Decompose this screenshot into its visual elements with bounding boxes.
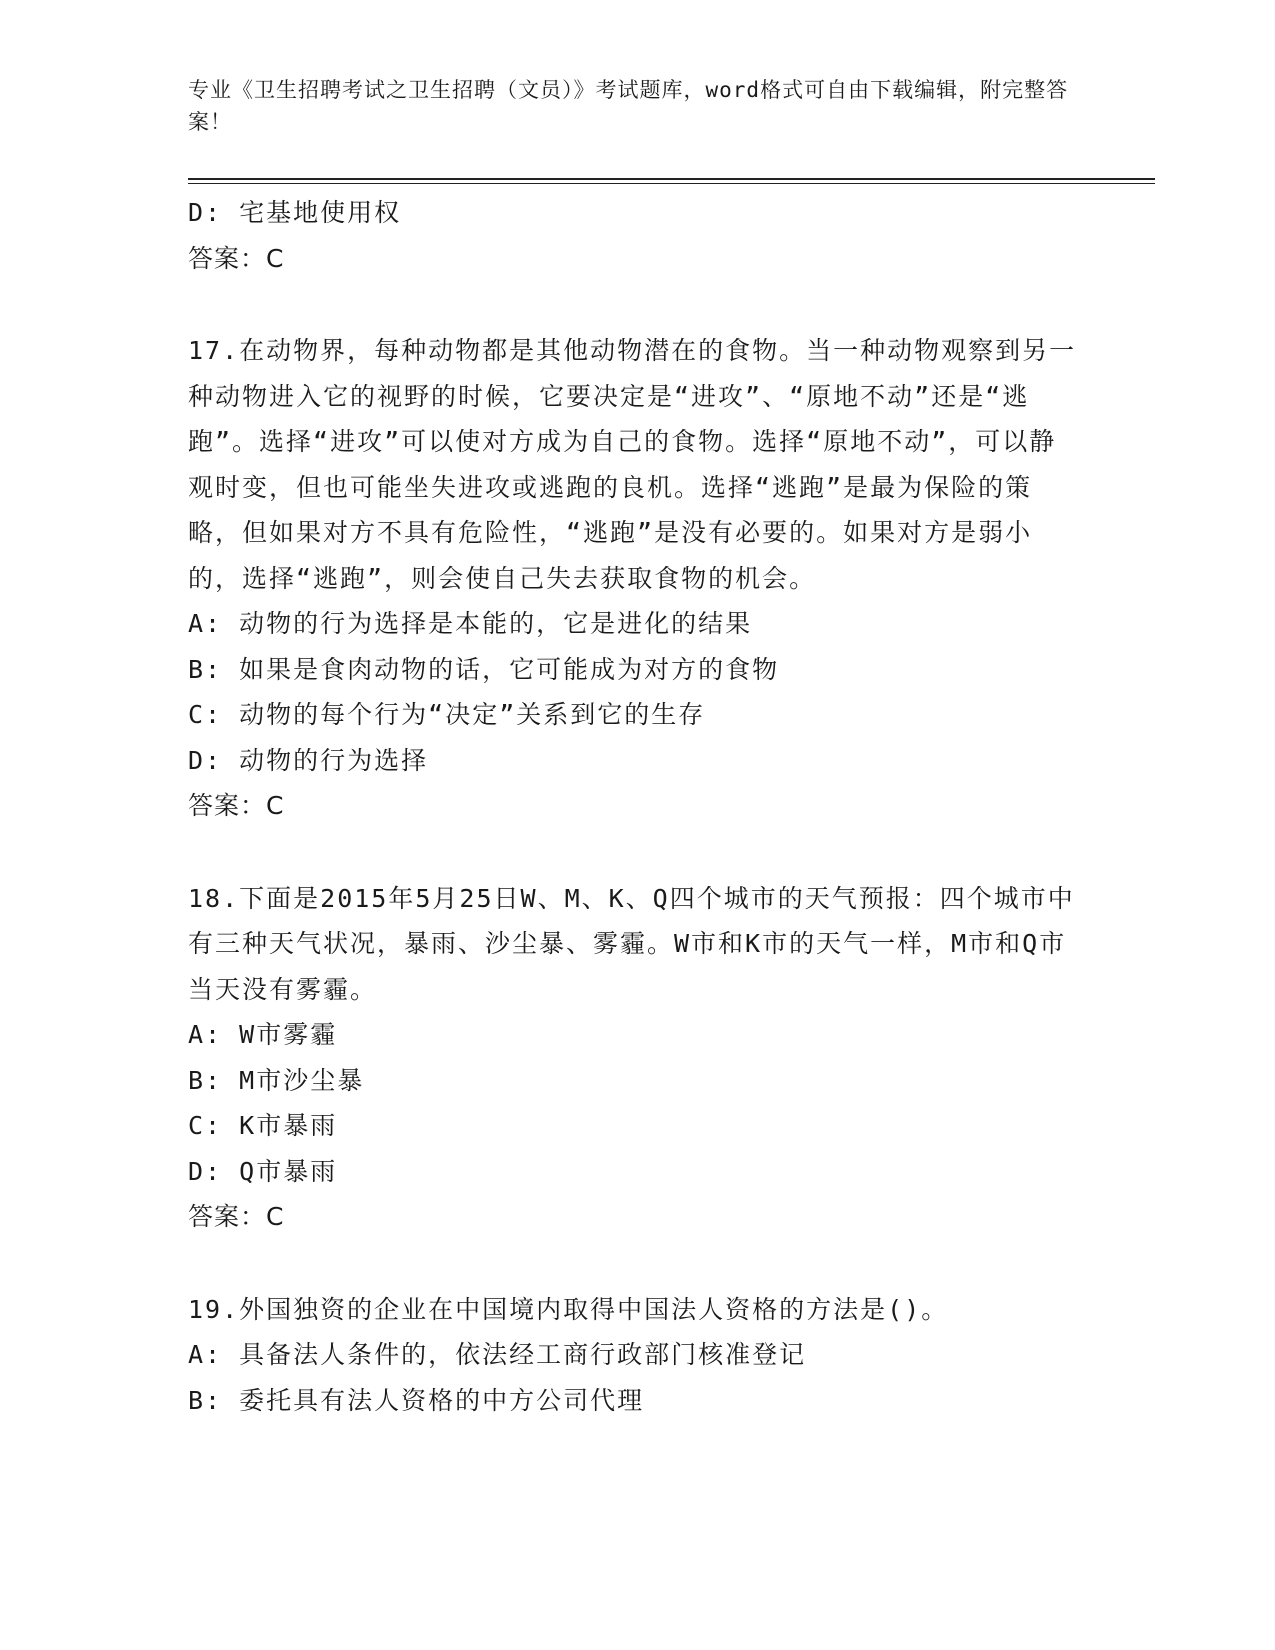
q19-option-a: A: 具备法人条件的，依法经工商行政部门核准登记 [188,1340,807,1369]
q18-stem: 18.下面是2015年5月25日W、M、K、Q四个城市的天气预报：四个城市中有三种天气状况，暴雨、沙尘暴、雾霾。W市和K市的天气一样，M市和Q市当天没有雾霾。 [188,883,1075,1004]
q18-option-c: C: K市暴雨 [188,1111,338,1140]
question-content [188,190,1088,1423]
document-header [188,74,1088,138]
header-text: 专业《卫生招聘考试之卫生招聘（文员）》考试题库，word格式可自由下载编辑，附完整答案！ [188,78,1069,134]
prev-option-d: D: 宅基地使用权 [188,198,402,227]
q18-option-a: A: W市雾霾 [188,1020,338,1049]
q19-option-b: B: 委托具有法人资格的中方公司代理 [188,1385,645,1415]
header-divider-thin [188,183,1155,184]
q18-answer: 答案：C [188,1202,285,1231]
spacer [188,1240,1088,1287]
spacer [188,281,1088,328]
q17-answer: 答案：C [188,791,285,820]
q18-option-b: B: M市沙尘暴 [188,1065,365,1095]
prev-answer: 答案：C [188,243,285,273]
spacer [188,829,1088,876]
q18-option-d: D: Q市暴雨 [188,1156,338,1186]
q17-option-c: C: 动物的每个行为“决定”关系到它的生存 [188,700,706,729]
header-divider-thick [188,178,1155,180]
q17-option-a: A: 动物的行为选择是本能的，它是进化的结果 [188,609,753,638]
q17-option-d: D: 动物的行为选择 [188,745,429,775]
q17-option-b: B: 如果是食肉动物的话，它可能成为对方的食物 [188,654,780,684]
q19-stem: 19.外国独资的企业在中国境内取得中国法人资格的方法是()。 [188,1294,949,1324]
q17-stem: 17.在动物界，每种动物都是其他动物潜在的食物。当一种动物观察到另一种动物进入它的视野的时候，它要决定是“进攻”、“原地不动”还是“逃跑”。选择“进攻”可以使对方成为自己的食物。选择“原地不动”，可以静观时变，但也可能坐失进攻或逃跑的良机。选择“逃跑”是最为保险的策略，但如果对方不具有危险性，“逃跑”是没有必要的。如果对方是弱小的，选择“逃跑”，则会使自己失去获取食物的机会。 [188,336,1077,593]
